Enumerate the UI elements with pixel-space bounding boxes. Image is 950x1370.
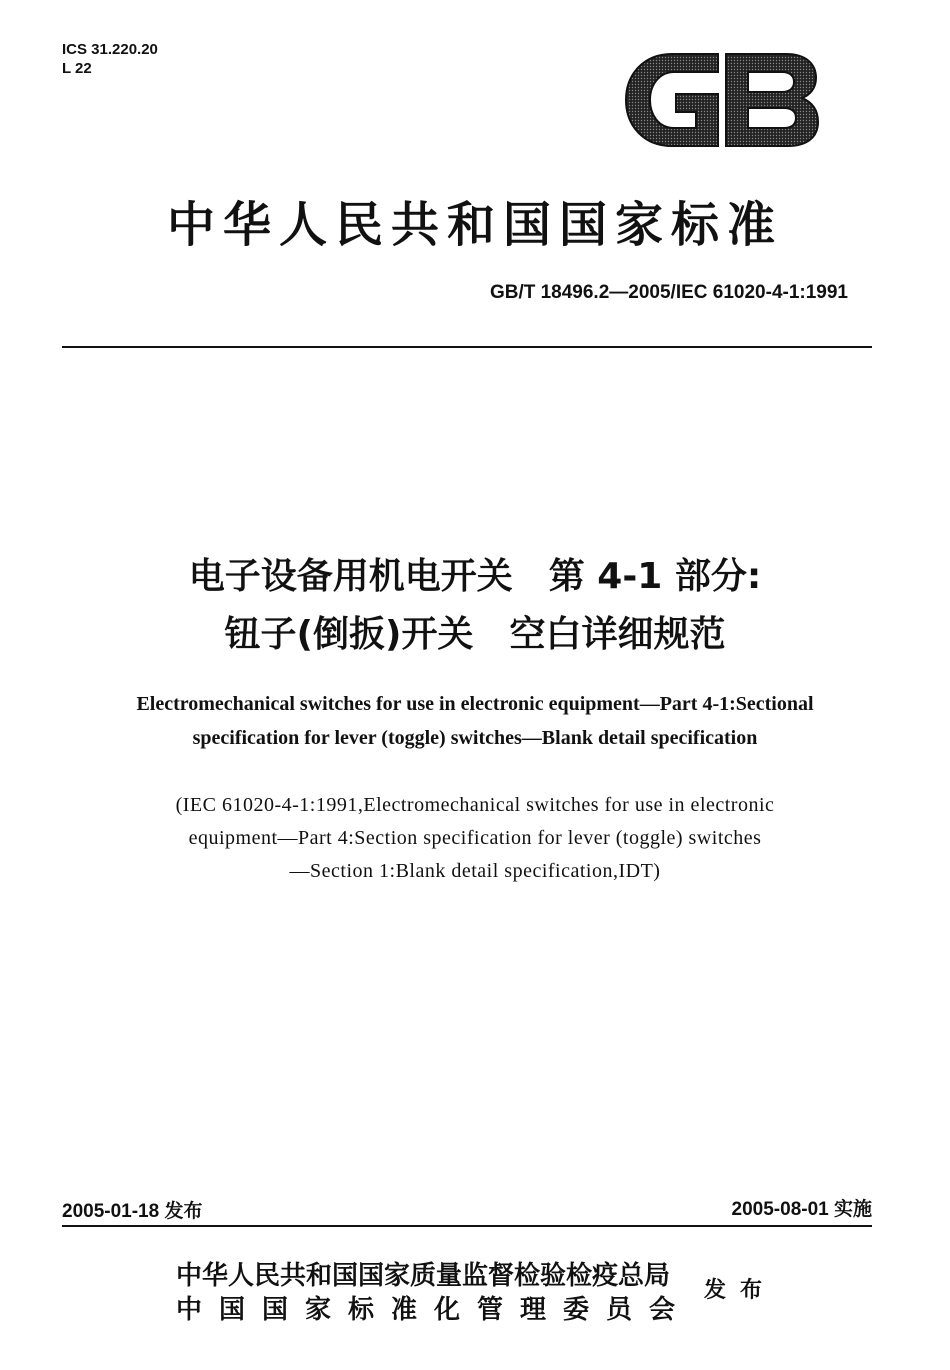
publish-label: 发布 bbox=[704, 1278, 777, 1303]
iec-reference-line-1: (IEC 61020-4-1:1991,Electromechanical switches for use in electronic bbox=[175, 794, 775, 816]
iec-reference-line-2: equipment—Part 4:Section specification for lever (toggle) switches bbox=[188, 827, 762, 849]
english-title-line-2: specification for lever (toggle) switches—Blank detail specification bbox=[192, 727, 758, 749]
issuer-line-2: 中国国家标准化管理委员会 bbox=[176, 1295, 693, 1325]
national-standard-title: 中华人民共和国国家标准 bbox=[166, 197, 783, 253]
standard-number: GB/T 18496.2—2005/IEC 61020-4-1:1991 bbox=[489, 282, 848, 303]
gb-logo bbox=[622, 50, 822, 150]
implementation-date: 2005-08-01 实施 bbox=[731, 1199, 872, 1220]
issue-date: 2005-01-18 发布 bbox=[62, 1201, 203, 1222]
top-divider bbox=[62, 346, 872, 348]
ics-code: ICS 31.220.20 bbox=[62, 41, 158, 58]
iec-reference-line-3: —Section 1:Blank detail specification,IDT) bbox=[289, 860, 661, 882]
chinese-title-line-1: 电子设备用机电开关 第 4-1 部分: bbox=[188, 556, 762, 597]
english-title-line-1: Electromechanical switches for use in electronic equipment—Part 4-1:Sectional bbox=[136, 693, 814, 715]
ccs-code: L 22 bbox=[62, 60, 92, 77]
bottom-divider bbox=[62, 1225, 872, 1227]
chinese-title-line-2: 钮子(倒扳)开关 空白详细规范 bbox=[224, 614, 726, 655]
issuer-line-1: 中华人民共和国国家质量监督检验检疫总局 bbox=[176, 1261, 671, 1291]
classification-codes bbox=[62, 40, 158, 78]
